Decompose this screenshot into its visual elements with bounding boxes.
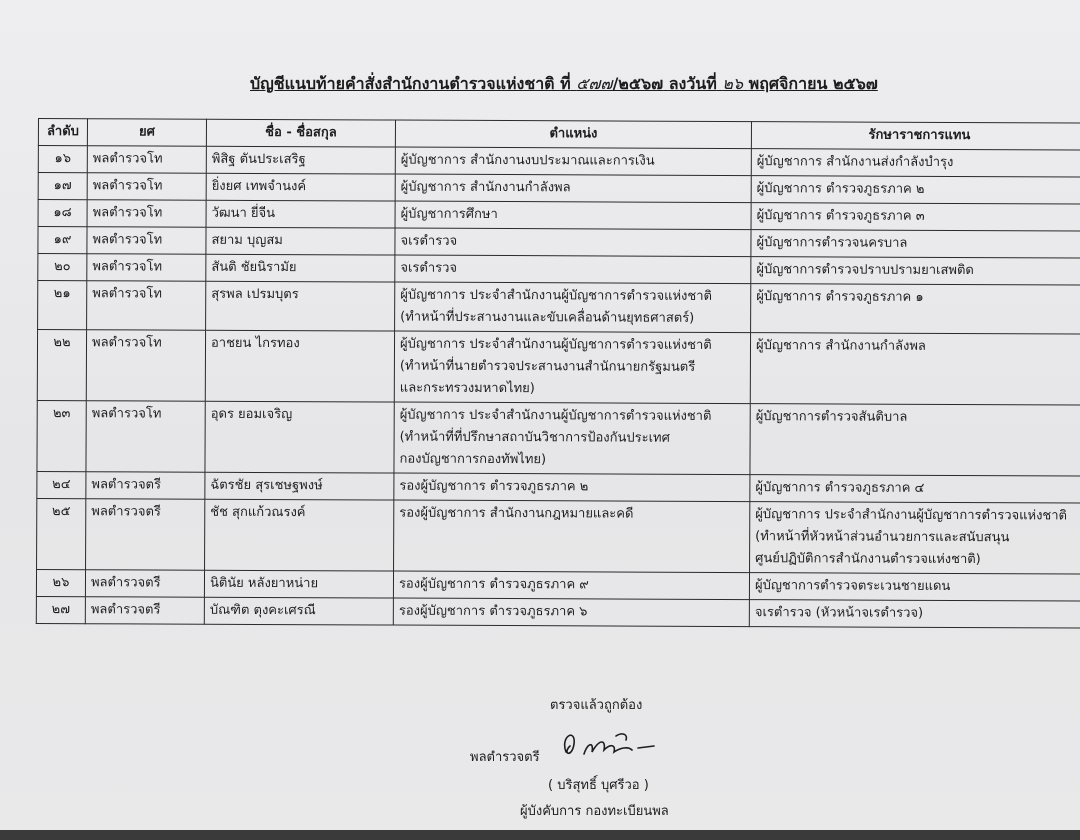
cell-name: ยิ่งยศ เทพจำนงค์ <box>206 173 395 201</box>
cell-acting <box>751 149 1080 177</box>
acting-line: ผู้บัญชาการตำรวจตระเวนชายแดน <box>754 578 951 594</box>
verified-text: ตรวจแล้วถูกต้อง <box>550 698 643 713</box>
acting-line: (ทำหน้าที่หัวหน้าส่วนอำนวยการและสนับสนุน <box>755 529 1010 546</box>
signer-name: ( บริสุทธิ์ บุศรีวอ ) <box>548 778 649 793</box>
cell-rank: พลตำรวจตรี <box>86 499 205 571</box>
position-line: ผู้บัญชาการ ประจำสำนักงานผู้บัญชาการตำรวจแห่งชาติ <box>399 407 712 424</box>
cell-name: พิสิฐ ตันประเสริฐ <box>206 146 395 174</box>
cell-position <box>395 147 751 176</box>
cell-name: สยาม บุญสม <box>206 227 395 255</box>
document-title <box>250 72 950 97</box>
acting-line: ผู้บัญชาการ ตำรวจภูธรภาค ๓ <box>756 208 925 224</box>
position-line: รองผู้บัญชาการ สำนักงานกฎหมายและคดี <box>399 505 634 522</box>
cell-position <box>395 201 751 230</box>
cell-position <box>395 228 751 257</box>
cell-rank: พลตำรวจตรี <box>85 570 204 598</box>
cell-name: ฉัตรชัย สุรเชษฐพงษ์ <box>205 472 394 500</box>
acting-line: จเรตำรวจ (หัวหน้าจเรตำรวจ) <box>754 605 924 621</box>
cell-rank: พลตำรวจโท <box>87 173 206 201</box>
cell-position <box>395 174 751 203</box>
cell-position <box>393 571 749 600</box>
signer-title: ผู้บังคับการ กองทะเบียนพล <box>520 804 669 819</box>
position-line: (ทำหน้าที่นายตำรวจประสานงานสำนักนายกรัฐมนตรี <box>399 358 696 375</box>
cell-name: อุดร ยอมเจริญ <box>205 401 394 473</box>
position-line: รองผู้บัญชาการ ตำรวจภูธรภาค ๖ <box>398 603 588 620</box>
order-month-year: พฤศจิกายน ๒๕๖๗ <box>748 74 878 93</box>
table-row <box>38 281 1080 335</box>
table-row <box>37 330 1080 406</box>
position-line: ผู้บัญชาการศึกษา <box>400 206 498 223</box>
position-line: กองบัญชาการกองทัพไทย) <box>399 451 547 468</box>
cell-no: ๑๗ <box>38 173 87 200</box>
position-line: จเรตำรวจ <box>400 260 458 276</box>
cell-position <box>394 500 750 573</box>
cell-position <box>394 402 750 475</box>
cell-acting <box>751 176 1080 204</box>
cell-acting <box>750 333 1080 405</box>
cell-acting <box>751 230 1080 258</box>
acting-line: ผู้บัญชาการ สำนักงานส่งกำลังบำรุง <box>756 154 954 170</box>
cell-rank: พลตำรวจโท <box>87 146 206 174</box>
title-prefix: บัญชีแนบท้ายคำสั่งสำนักงานตำรวจแห่งชาติ ที่ <box>250 74 571 93</box>
table-body <box>36 146 1080 629</box>
cell-no: ๒๗ <box>36 596 85 623</box>
col-header-name: ชื่อ - ชื่อสกุล <box>206 119 395 147</box>
handwritten-signature <box>558 724 678 764</box>
cell-acting <box>751 257 1080 285</box>
position-line: รองผู้บัญชาการ ตำรวจภูธรภาค ๙ <box>398 576 589 593</box>
cell-name: สันติ ชัยนิรามัย <box>206 254 395 282</box>
cell-name: ชัช สุกแก้วณรงค์ <box>205 499 394 571</box>
signer-rank: พลตำรวจตรี <box>470 750 540 765</box>
cell-no: ๒๐ <box>38 254 87 281</box>
position-line: จเรตำรวจ <box>400 233 458 249</box>
acting-line: ผู้บัญชาการ ประจำสำนักงานผู้บัญชาการตำรวจแห่งชาติ <box>755 507 1068 524</box>
acting-line: ผู้บัญชาการตำรวจปราบปรามยาเสพติด <box>756 262 974 279</box>
acting-line: ศูนย์ปฏิบัติการสำนักงานตำรวจแห่งชาติ) <box>755 551 981 568</box>
acting-line: ผู้บัญชาการ ตำรวจภูธรภาค ๑ <box>756 289 924 305</box>
cell-name: สุรพล เปรมบุตร <box>206 281 395 331</box>
cell-no: ๑๘ <box>38 200 87 227</box>
col-header-position: ตำแหน่ง <box>395 120 751 149</box>
position-line: ผู้บัญชาการ สำนักงานงบประมาณและการเงิน <box>400 152 655 169</box>
col-header-rank: ยศ <box>87 119 206 147</box>
cell-name: บัณฑิต ตุงคะเศรณี <box>204 597 393 625</box>
date-prefix: ลงวันที่ <box>668 74 717 93</box>
cell-rank: พลตำรวจโท <box>86 330 205 402</box>
col-header-no: ลำดับ <box>38 119 87 146</box>
order-day: ๒๖ <box>722 74 744 93</box>
acting-line: ผู้บัญชาการ ตำรวจภูธรภาค ๔ <box>755 480 925 496</box>
cell-no: ๒๔ <box>37 471 86 498</box>
acting-line: ผู้บัญชาการตำรวจสันติบาล <box>755 409 908 425</box>
cell-no: ๒๖ <box>36 569 85 596</box>
position-line: ผู้บัญชาการ ประจำสำนักงานผู้บัญชาการตำรวจแห่งชาติ <box>399 336 712 353</box>
cell-rank: พลตำรวจโท <box>87 254 206 282</box>
cell-no: ๑๙ <box>38 227 87 254</box>
cell-rank: พลตำรวจตรี <box>86 472 205 500</box>
cell-acting <box>751 284 1080 334</box>
cell-no: ๒๕ <box>37 498 86 569</box>
cell-name: อาชยน ไกรทอง <box>205 330 394 402</box>
cell-acting <box>750 475 1080 503</box>
cell-no: ๒๑ <box>38 281 87 330</box>
position-line: ผู้บัญชาการ ประจำสำนักงานผู้บัญชาการตำรวจแห่งชาติ <box>400 287 713 304</box>
cell-acting <box>750 502 1080 574</box>
cell-position <box>395 282 751 333</box>
acting-line: ผู้บัญชาการ สำนักงานกำลังพล <box>755 338 926 354</box>
order-year: /๒๕๖๗ <box>612 74 664 93</box>
cell-name: วัฒนา ยี่จีน <box>206 200 395 228</box>
cell-acting <box>749 573 1080 601</box>
cell-rank: พลตำรวจโท <box>87 200 206 228</box>
acting-line: ผู้บัญชาการ ตำรวจภูธรภาค ๒ <box>756 181 925 197</box>
position-line: (ทำหน้าที่ที่ปรึกษาสถาบันวิชาการป้องกันประเทศ <box>399 429 670 446</box>
col-header-acting: รักษาราชการแทน <box>751 122 1080 150</box>
cell-no: ๒๒ <box>37 330 86 401</box>
position-line: รองผู้บัญชาการ ตำรวจภูธรภาค ๒ <box>399 478 589 495</box>
cell-position <box>393 598 749 627</box>
position-line: และกระทรวงมหาดไทย) <box>399 380 535 397</box>
cell-no: ๑๖ <box>38 146 87 173</box>
table-row <box>37 498 1080 574</box>
cell-rank: พลตำรวจโท <box>87 281 206 331</box>
cell-rank: พลตำรวจตรี <box>85 597 204 625</box>
cell-no: ๒๓ <box>37 400 86 471</box>
position-line: (ทำหน้าที่ประสานงานและขับเคลื่อนด้านยุทธศาสตร์) <box>400 309 695 326</box>
table-row <box>36 596 1080 628</box>
order-number: ๕๗๗ <box>576 74 613 93</box>
table-row <box>37 400 1080 476</box>
cell-rank: พลตำรวจโท <box>86 401 205 473</box>
position-line: ผู้บัญชาการ สำนักงานกำลังพล <box>400 179 571 196</box>
cell-rank: พลตำรวจโท <box>87 227 206 255</box>
cell-position <box>395 255 751 284</box>
cell-acting <box>749 600 1080 628</box>
cell-name: นิตินัย หลังยาหน่าย <box>204 570 393 598</box>
cell-position <box>394 331 750 404</box>
appointment-table <box>36 118 1080 629</box>
cell-acting <box>751 203 1080 231</box>
acting-line: ผู้บัญชาการตำรวจนครบาล <box>756 235 908 251</box>
cell-acting <box>750 404 1080 476</box>
cell-position <box>394 473 750 502</box>
